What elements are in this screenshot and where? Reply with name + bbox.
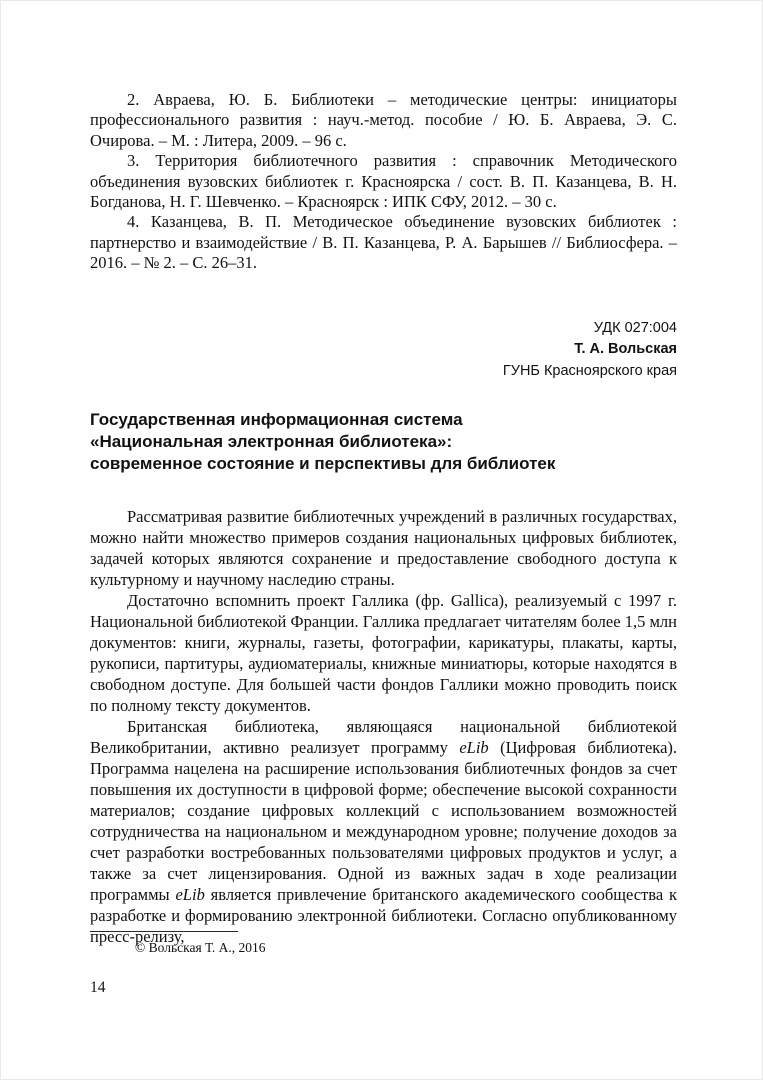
article-body (90, 506, 677, 947)
reference-item: 4. Казанцева, В. П. Методическое объединение вузовских библиотек : партнерство и взаимодействие / В. П. Казанцева, Р. А. Барышев // Библиосфера. – 2016. – № 2. – С. 26–31. (90, 212, 677, 273)
body-paragraph (90, 590, 677, 716)
article-title (90, 409, 677, 474)
author-affiliation: ГУНБ Красноярского края (502, 362, 677, 379)
text-run: (Цифровая библиотека). Программа нацелена на расширение использования библиотечных фондов за счет повышения их доступности в цифровой форме; обеспечение высокой сохранности материалов; создание цифровых коллекций с использованием возможностей сотрудничества на национальном и международном уровне; получение доходов за счет разработки востребованных пользователями цифровых продуктов и услуг, а также за счет лицензирования. Одной из важных задач в ходе реализации программы (90, 737, 678, 904)
footnote-rule (90, 931, 238, 932)
footnote (90, 931, 677, 956)
author-name: Т. А. Вольская (574, 341, 677, 358)
title-line: современное состояние и перспективы для библиотек (90, 453, 556, 473)
reference-item: 2. Авраева, Ю. Б. Библиотеки – методические центры: инициаторы профессионального развития : науч.-метод. пособие / Ю. Б. Авраева, Э. С. Очирова. – М. : Литера, 2009. – 96 с. (90, 90, 677, 150)
title-line: «Национальная электронная библиотека»: (90, 431, 453, 451)
text-run: Рассматривая развитие библиотечных учреждений в различных государствах, можно найти множество примеров создания национальных цифровых библиотек, задачей которых являются сохранение и предоставление свободного доступа к культурному и научному наследию страны. (90, 506, 677, 589)
copyright-note: © Вольская Т. А., 2016 (135, 940, 266, 955)
body-paragraph (90, 716, 677, 947)
text-run: Британская библиотека, являющаяся национальной библиотекой Великобритании, активно реализует программу (90, 716, 677, 757)
article-byline (90, 318, 677, 383)
italic-run: eLib (175, 884, 205, 904)
text-run: является привлечение британского академического сообщества к разработке и формированию электронной библиотеки. Согласно опубликованному пресс-релизу, (90, 884, 678, 946)
text-run: Достаточно вспомнить проект Галлика (фр. Gallica), реализуемый с 1997 г. Национальной библиотекой Франции. Галлика предлагает читателям более 1,5 млн документов: книги, журналы, газеты, фотографии, карикатуры, плакаты, карты, рукописи, партитуры, аудиоматериалы, книжные миниатюры, которые находятся в свободном доступе. Для большей части фондов Галлики можно проводить поиск по полному тексту документов. (90, 590, 677, 715)
body-paragraph (90, 506, 677, 590)
udc-number: УДК 027:004 (593, 319, 677, 336)
italic-run: eLib (459, 737, 489, 757)
title-line: Государственная информационная система (90, 410, 463, 430)
page-number: 14 (90, 979, 106, 996)
references-list (90, 90, 677, 274)
page-content (90, 90, 677, 947)
reference-item: 3. Территория библиотечного развития : справочник Методического объединения вузовских библиотек г. Красноярска / сост. В. П. Казанцева, В. Н. Богданова, Н. Г. Шевченко. – Красноярск : ИПК СФУ, 2012. – 30 с. (90, 151, 677, 212)
